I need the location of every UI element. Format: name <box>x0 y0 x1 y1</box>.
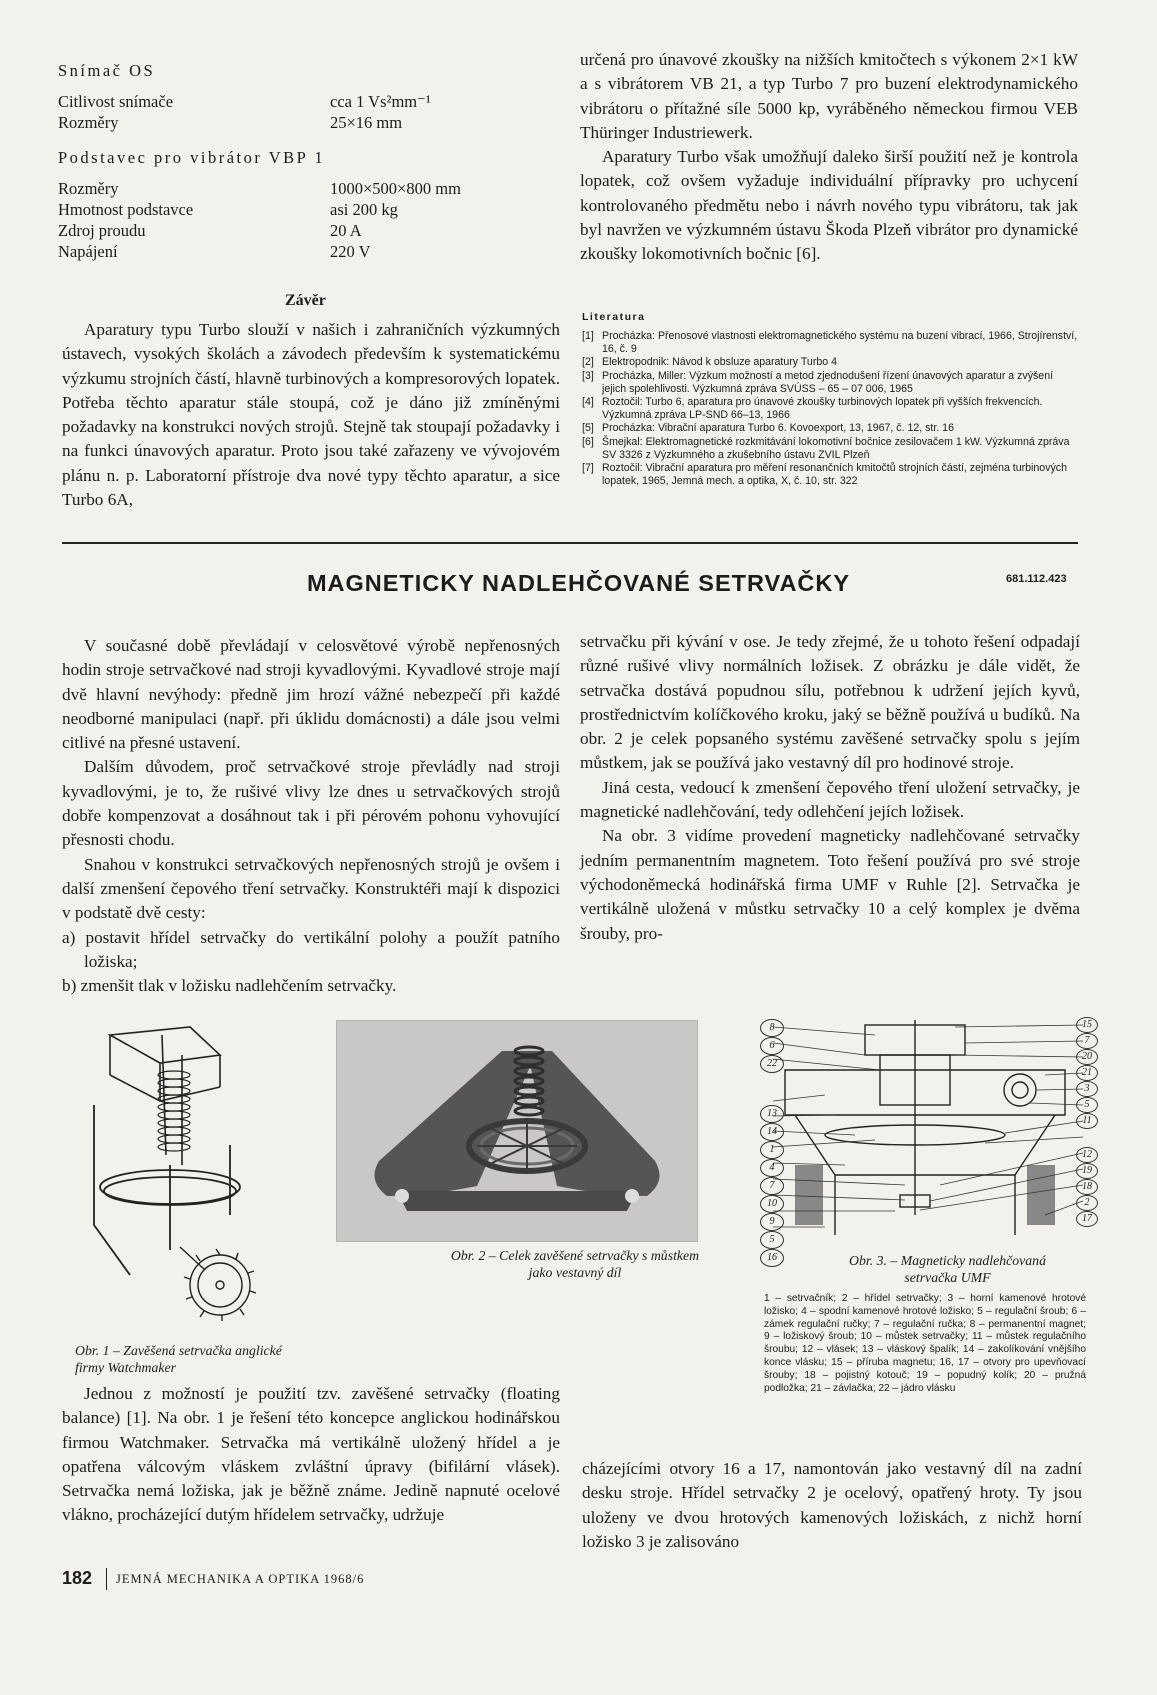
spec-row: Citlivost snímače cca 1 Vs²mm⁻¹ <box>58 92 431 111</box>
page-number: 182 <box>62 1568 93 1588</box>
figure-3-legend: 1 – setrvačník; 2 – hřídel setrvačky; 3 – horní kamenové hrotové ložisko; 4 – spodní kamenové hrotové ložisko; 5 – regulační šroub; 6 – zámek regulační ručky; 7 – regulační ručka; 8 – permanentní magnet; 9 – ložiskový šroub; 10 – můstek setrvačky; 11 – můstek regulačního šroubu; 12 – vlásek; 13 – vláskový špalík; 14 – zakolíkování vnějšího konce vlásku; 15 – příruba magnetu; 16, 17 – otvory pro upevňovací šrouby; 18 – pojistný kotouč; 19 – popudný kolík; 20 – pružná podložka; 21 – závlačka; 22 – jádro vlásku <box>764 1293 1086 1394</box>
reference-item: [1] Procházka: Přenosové vlastnosti elektromagnetického systému na buzení vibrací, 1966, Strojírenství, 16, č. 9 <box>582 330 1078 356</box>
spec-row: Rozměry 25×16 mm <box>58 113 403 132</box>
callout-label: 2 <box>1076 1195 1098 1211</box>
callout-label: 11 <box>1076 1113 1098 1129</box>
figure-2-caption: Obr. 2 – Celek zavěšené setrvačky s můstkem jako vestavný díl <box>450 1248 700 1280</box>
callout-label: 4 <box>760 1159 784 1177</box>
callout-label: 20 <box>1076 1049 1098 1065</box>
callout-label: 21 <box>1076 1065 1098 1081</box>
callout-label: 5 <box>760 1231 784 1249</box>
callout-label: 5 <box>1076 1097 1098 1113</box>
callout-label: 12 <box>1076 1147 1098 1163</box>
conclusion-text: Aparatury typu Turbo slouží v našich i zahraničních výzkumných ústavech, vysokých školách a závodech především k systematickému výzkumu strojních částí, hlavně turbinových a kompresorových lopatek. Potřeba těchto aparatur stále stoupá, což je dáno již zmíněnými požadavky na konstrukci nových strojů. Stejně tak stoupají požadavky i na funkci únavových aparatur. Proto jsou také zařazeny ve vývojovém plánu n. p. Laboratorní přístroje dva nové typy těchto aparatur, a sice Turbo 6A, <box>62 320 560 510</box>
spec-row: Rozměry 1000×500×800 mm <box>58 179 461 198</box>
figure-3-caption: Obr. 3. – Magneticky nadlehčovaná setrvačka UMF <box>849 1253 1046 1285</box>
section-divider <box>62 542 1078 544</box>
sensor-heading: Snímač OS <box>58 61 156 80</box>
list-item: b) zmenšit tlak v ložisku nadlehčením setrvačky. <box>62 976 397 996</box>
figure-1-drawing <box>70 1015 285 1330</box>
callout-label: 9 <box>760 1213 784 1231</box>
callout-label: 3 <box>1076 1081 1098 1097</box>
figure-3-left-callouts <box>760 1019 784 1267</box>
spec-block <box>58 60 558 262</box>
spec-row: Zdroj proudu 20 A <box>58 221 362 240</box>
callout-label: 16 <box>760 1249 784 1267</box>
article-left-column: V současné době převládají v celosvětové výrobě nepřenosných hodin stroje setrvačkové nad stroji kyvadlovými. Kyvadlové stroje mají dvě hlavní nevýhody: předně jim hrozí vážné nebezpečí při každé neodborné manipulaci (např. při úklidu domácnosti) a dále jsou velmi citlivé na přesné ustavení. Dalším důvodem, proč setrvačkové stroje převládly nad stroji kyvadlovými, je to, že rušivé vlivy lze dnes u setrvačkových strojů dobře kompenzovat a dosáhnout tak i při pérovém pohonu vyhovující přesnosti chodu. Snahou v konstrukci setrvačkových nepřenosných strojů je ovšem i další zmenšení čepového tření setrvačky. Konstruktéři mají k dispozici v podstatě dvě cesty: a) postavit hřídel setrvačky do vertikální polohy a použít patního ložiska; b) zmenšit tlak v ložisku nadlehčením setrvačky. <box>62 634 560 998</box>
article-right-column: setrvačku při kývání v ose. Je tedy zřejmé, že u tohoto řešení odpadají různé rušivé vlivy normálních ložisek. Z obrázku je dále vidět, že setrvačka dostává popudnou sílu, potřebnou k udržení jejích kyvů, prostřednictvím kolíčkového kroku, jaký se běžně používá u budíků. Na obr. 2 je celek popsaného systému zavěšené setrvačky spolu s jejím můstkem, jak se používá jako vestavný díl pro hodinové stroje. Jiná cesta, vedoucí k zmenšení čepového tření uložení setrvačky, je magnetické nadlehčování, tedy odlehčení jejích ložisek. Na obr. 3 vidíme provedení magneticky nadlehčované setrvačky jedním permanentním magnetem. Toto řešení používá pro své stroje východoněmecká hodinářská firma UMF v Ruhle [2]. Setrvačka je vertikálně uložená v můstku setrvačky 10 a celý komplex je dvěma šrouby, pro- <box>580 632 1080 943</box>
conclusion-heading: Závěr <box>285 292 326 309</box>
stand-heading: Podstavec pro vibrátor VBP 1 <box>58 148 326 167</box>
right-top-text: určená pro únavové zkoušky na nižších kmitočtech s výkonem 2×1 kW a s vibrátorem VB 21, a typ Turbo 7 pro buzení elektrodynamického vibrátoru o přítažné síle 5000 kp, vyráběného německou firmou VEB Thüringer Industriewerk. Aparatury Turbo však umožňují daleko širší použití než je kontrola lopatek, což ovšem vyžaduje individuální přípravky pro uchycení kontrolovaného předmětu nebo i návrh nového typu vibrátoru, tak jak byl navržen ve výzkumném ústavu Škoda Plzeň vibrátor pro dynamické zkoušky lokomotivních bočnic [6]. <box>580 50 1078 264</box>
callout-label: 15 <box>1076 1017 1098 1033</box>
callout-label: 19 <box>1076 1163 1098 1179</box>
reference-list <box>582 330 1078 488</box>
figure-3-drawing <box>755 1015 1100 1240</box>
literature-heading: Literatura <box>582 311 646 323</box>
figure-2-photo <box>336 1020 698 1242</box>
callout-label: 6 <box>760 1037 784 1055</box>
bottom-left-text: Jednou z možností je použití tzv. zavěšené setrvačky (floating balance) [1]. Na obr. 1 je řešení této koncepce anglickou hodinářskou firmou Watchmaker. Setrvačka má vertikálně uložený hřídel a je opatřena válcovým vláskem zvláštní úpravy (bifilární vlásek). Setrvačka nemá ložiska, jak je běžně známe. Jedině napnuté ocelové vlákno, procházející dutým hřídelem setrvačky, udržuje <box>62 1384 560 1525</box>
reference-item: [3] Procházka, Miller: Výzkum možností a metod zjednodušení řízení únavových aparatur a zvýšení jejich spolehlivosti. Výzkumná zpráva SVÚSS – 65 – 07 006, 1965 <box>582 369 1054 395</box>
reference-item: [7] Roztočil: Vibrační aparatura pro měření resonančních kmitočtů strojních částí, zejména turbinových lopatek, 1965, Jemná mech. a optika, X, č. 10, str. 322 <box>582 462 1067 488</box>
callout-label: 10 <box>760 1195 784 1213</box>
journal-name: JEMNÁ MECHANIKA A OPTIKA 1968/6 <box>116 1572 365 1586</box>
options-list <box>62 926 560 999</box>
callout-label: 22 <box>760 1055 784 1073</box>
callout-label: 1 <box>760 1141 784 1159</box>
balance-wheel-photo-icon <box>337 1021 697 1241</box>
callout-label: 13 <box>760 1105 784 1123</box>
footer-divider <box>106 1568 107 1590</box>
list-item: a) postavit hřídel setrvačky do vertikální polohy a použít patního ložiska; <box>62 927 560 971</box>
spec-row: Hmotnost podstavce asi 200 kg <box>58 200 398 219</box>
spec-row: Napájení 220 V <box>58 242 371 261</box>
reference-item: [4] Roztočil: Turbo 6, aparatura pro únavové zkoušky turbinových lopatek při vyšších frekvencích. Výzkumná zpráva LP-SND 66–13, 1966 <box>582 396 1043 422</box>
callout-label: 8 <box>760 1019 784 1037</box>
reference-item: [2] Elektropodnik: Návod k obsluze aparatury Turbo 4 <box>582 356 837 369</box>
figure-1-caption: Obr. 1 – Zavěšená setrvačka anglické firmy Watchmaker <box>75 1343 282 1375</box>
bottom-right-text: cházejícími otvory 16 a 17, namontován jako vestavný díl na zadní desku stroje. Hřídel setrvačky 2 je ocelový, opatřený hroty. Ty jsou uloženy ve dvou hrotových kamenových ložiskách, z nichž horní ložisko 3 je zalisováno <box>582 1459 1082 1551</box>
callout-label: 18 <box>1076 1179 1098 1195</box>
article-title: MAGNETICKY NADLEHČOVANÉ SETRVAČKY <box>306 570 851 596</box>
callout-label: 14 <box>760 1123 784 1141</box>
udc-code: 681.112.423 <box>1006 573 1067 585</box>
reference-item: [5] Procházka: Vibrační aparatura Turbo 6. Kovoexport, 13, 1967, č. 12, str. 16 <box>582 422 954 435</box>
callout-label: 17 <box>1076 1211 1098 1227</box>
callout-label: 7 <box>760 1177 784 1195</box>
reference-item: [6] Šmejkal: Elektromagnetické rozkmitávání lokomotivní bočnice zesilovačem 1 kW. Výzkumná zpráva SV 3326 z Výzkumného a zkušebního ústavu ZVIL Plzeň <box>582 435 1070 461</box>
callout-label: 7 <box>1076 1033 1098 1049</box>
figure-3-right-callouts <box>1076 1017 1098 1227</box>
